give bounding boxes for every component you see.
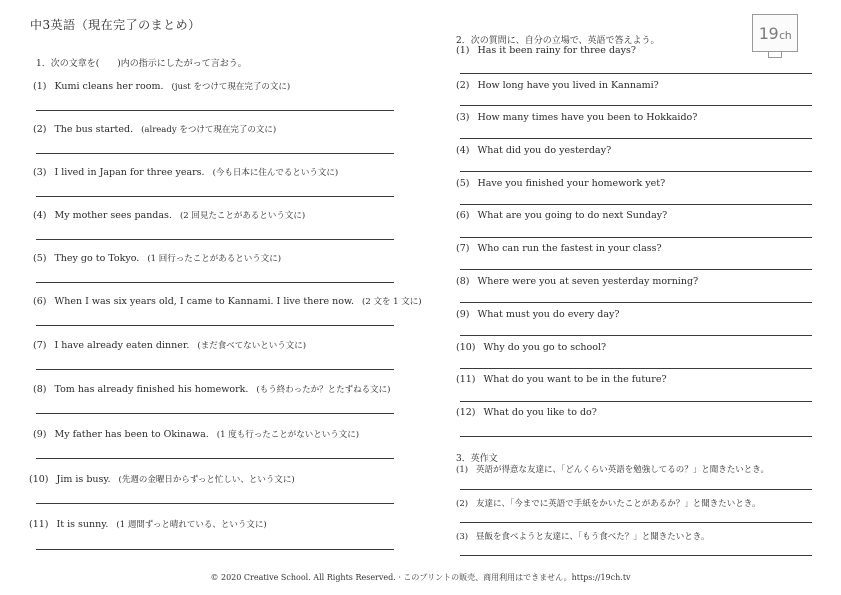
question-text: Who can run the fastest in your class? bbox=[477, 243, 662, 254]
s2-question-10 bbox=[456, 342, 606, 353]
question-number: (10) bbox=[29, 474, 49, 485]
s1-question-2 bbox=[33, 123, 276, 135]
question-text: What do you like to do? bbox=[483, 407, 597, 418]
question-hint: (2 回見たことがあるという文に) bbox=[179, 211, 306, 221]
question-number: (8) bbox=[33, 384, 47, 395]
question-number: (9) bbox=[456, 309, 470, 320]
question-number: (1) bbox=[456, 45, 470, 56]
s3-answer-line-1[interactable] bbox=[460, 489, 812, 490]
s1-answer-line-8[interactable] bbox=[36, 413, 394, 414]
s1-question-5 bbox=[33, 252, 281, 264]
section3-heading: 3．英作文 bbox=[456, 454, 498, 464]
question-number: (8) bbox=[456, 276, 470, 287]
s1-answer-line-11[interactable] bbox=[36, 549, 394, 550]
s2-question-6 bbox=[456, 210, 667, 221]
question-number: (5) bbox=[33, 253, 47, 264]
question-number: (3) bbox=[33, 167, 47, 178]
s2-question-1 bbox=[456, 45, 636, 56]
question-number: (11) bbox=[29, 519, 49, 530]
footer: © 2020 Creative School. All Rights Reserved. · このプリントの販売、商用利用はできません。https://19ch.tv bbox=[210, 573, 631, 582]
question-number: (4) bbox=[33, 210, 47, 221]
s2-answer-line-9[interactable] bbox=[460, 335, 812, 336]
question-number: (1) bbox=[33, 81, 47, 92]
s3-question-2 bbox=[456, 497, 760, 509]
s2-answer-line-5[interactable] bbox=[460, 204, 812, 205]
s1-question-3 bbox=[33, 166, 338, 178]
s2-answer-line-3[interactable] bbox=[460, 138, 812, 139]
s1-question-8 bbox=[33, 383, 390, 395]
question-text: How long have you lived in Kannami? bbox=[477, 80, 659, 91]
s2-question-8 bbox=[456, 276, 698, 287]
question-number: (1) bbox=[456, 465, 469, 475]
s2-answer-line-7[interactable] bbox=[460, 269, 812, 270]
s2-answer-line-2[interactable] bbox=[460, 105, 812, 106]
question-number: (3) bbox=[456, 532, 469, 542]
question-text: Kumi cleans her room. bbox=[54, 81, 164, 92]
question-hint: (already をつけて現在完了の文に) bbox=[141, 125, 277, 135]
s1-question-4 bbox=[33, 209, 305, 221]
question-hint: (1 回行ったことがあるという文に) bbox=[147, 254, 282, 264]
question-text: What are you going to do next Sunday? bbox=[477, 210, 668, 221]
s1-question-10 bbox=[29, 473, 295, 485]
question-hint: (2 文を 1 文に) bbox=[362, 297, 422, 307]
s2-answer-line-1[interactable] bbox=[460, 73, 812, 74]
question-text: Tom has already finished his homework. bbox=[54, 384, 249, 395]
s2-answer-line-10[interactable] bbox=[460, 368, 812, 369]
s3-question-1 bbox=[456, 463, 769, 475]
question-number: (5) bbox=[456, 178, 470, 189]
question-text: The bus started. bbox=[54, 124, 134, 135]
s2-question-12 bbox=[456, 407, 597, 418]
s3-question-3 bbox=[456, 530, 709, 542]
logo-stand bbox=[768, 51, 782, 58]
logo bbox=[752, 14, 798, 52]
s2-answer-line-4[interactable] bbox=[460, 171, 812, 172]
question-number: (12) bbox=[456, 407, 476, 418]
s1-answer-line-10[interactable] bbox=[36, 503, 394, 504]
question-hint: (まだ食べてないという文に) bbox=[197, 341, 307, 351]
question-number: (11) bbox=[456, 374, 476, 385]
s1-question-9 bbox=[33, 428, 359, 440]
s1-answer-line-9[interactable] bbox=[36, 458, 394, 459]
question-text: Where were you at seven yesterday morning? bbox=[477, 276, 699, 287]
question-text: Jim is busy. bbox=[56, 474, 111, 485]
s2-answer-line-12[interactable] bbox=[460, 436, 812, 437]
s2-answer-line-11[interactable] bbox=[460, 401, 812, 402]
s1-answer-line-6[interactable] bbox=[36, 325, 394, 326]
s2-answer-line-8[interactable] bbox=[460, 302, 812, 303]
question-text: Why do you go to school? bbox=[483, 342, 607, 353]
question-hint: (1 週間ずっと晴れている、という文に) bbox=[116, 520, 267, 530]
question-number: (7) bbox=[456, 243, 470, 254]
question-text: 昼飯を食べようと友達に、「もう食べた？」と聞きたいとき。 bbox=[476, 532, 710, 542]
question-hint: (今も日本に住んでるという文に) bbox=[212, 168, 339, 178]
s1-question-11 bbox=[29, 518, 267, 530]
question-hint: (もう終わったか？とたずねる文に) bbox=[256, 385, 391, 395]
question-number: (3) bbox=[456, 112, 470, 123]
question-number: (6) bbox=[456, 210, 470, 221]
page-title: 中3英語（現在完了のまとめ） bbox=[30, 18, 201, 32]
question-number: (2) bbox=[456, 80, 470, 91]
question-text: It is sunny. bbox=[56, 519, 109, 530]
question-text: 英語が得意な友達に、「どんくらい英語を勉強してるの？」と聞きたいとき。 bbox=[476, 465, 769, 475]
s2-question-9 bbox=[456, 309, 619, 320]
question-text: I have already eaten dinner. bbox=[54, 340, 190, 351]
question-text: Has it been rainy for three days? bbox=[477, 45, 637, 56]
s1-question-6 bbox=[33, 295, 422, 307]
s1-answer-line-1[interactable] bbox=[36, 110, 394, 111]
logo-main: 19 bbox=[758, 23, 779, 43]
s2-answer-line-6[interactable] bbox=[460, 237, 812, 238]
section1-heading: 1．次の文章を( )内の指示にしたがって言おう。 bbox=[36, 59, 247, 69]
question-hint: (1 度も行ったことがないという文に) bbox=[216, 430, 360, 440]
question-text: What must you do every day? bbox=[477, 309, 620, 320]
question-text: What did you do yesterday? bbox=[477, 145, 612, 156]
s3-answer-line-3[interactable] bbox=[460, 555, 812, 556]
question-text: Have you finished your homework yet? bbox=[477, 178, 666, 189]
question-text: I lived in Japan for three years. bbox=[54, 167, 205, 178]
question-number: (7) bbox=[33, 340, 47, 351]
question-number: (2) bbox=[33, 124, 47, 135]
question-number: (2) bbox=[456, 499, 469, 509]
question-text: What do you want to be in the future? bbox=[483, 374, 667, 385]
s3-answer-line-2[interactable] bbox=[460, 522, 812, 523]
question-text: How many times have you been to Hokkaido? bbox=[477, 112, 698, 123]
section2-heading: 2．次の質問に、自分の立場で、英語で答えよう。 bbox=[456, 36, 660, 46]
s1-question-7 bbox=[33, 339, 306, 351]
s1-answer-line-4[interactable] bbox=[36, 239, 394, 240]
question-hint: (just をつけて現在完了の文に) bbox=[171, 82, 291, 92]
question-text: 友達に、「今までに英語で手紙をかいたことがあるか？」と聞きたいとき。 bbox=[476, 499, 761, 509]
question-text: My mother sees pandas. bbox=[54, 210, 172, 221]
question-hint: (先週の金曜日からずっと忙しい、という文に) bbox=[118, 475, 295, 485]
s2-question-5 bbox=[456, 178, 665, 189]
question-number: (4) bbox=[456, 145, 470, 156]
question-number: (10) bbox=[456, 342, 476, 353]
question-text: My father has been to Okinawa. bbox=[54, 429, 209, 440]
s1-answer-line-2[interactable] bbox=[36, 153, 394, 154]
s2-question-4 bbox=[456, 145, 611, 156]
question-number: (9) bbox=[33, 429, 47, 440]
s1-answer-line-5[interactable] bbox=[36, 282, 394, 283]
question-text: They go to Tokyo. bbox=[54, 253, 140, 264]
s1-answer-line-3[interactable] bbox=[36, 196, 394, 197]
s2-question-3 bbox=[456, 112, 697, 123]
s2-question-2 bbox=[456, 80, 659, 91]
s1-question-1 bbox=[33, 80, 290, 92]
logo-sub: ch bbox=[779, 29, 792, 42]
s1-answer-line-7[interactable] bbox=[36, 369, 394, 370]
s2-question-11 bbox=[456, 374, 667, 385]
question-text: When I was six years old, I came to Kannami. I live there now. bbox=[54, 296, 355, 307]
s2-question-7 bbox=[456, 243, 662, 254]
question-number: (6) bbox=[33, 296, 47, 307]
